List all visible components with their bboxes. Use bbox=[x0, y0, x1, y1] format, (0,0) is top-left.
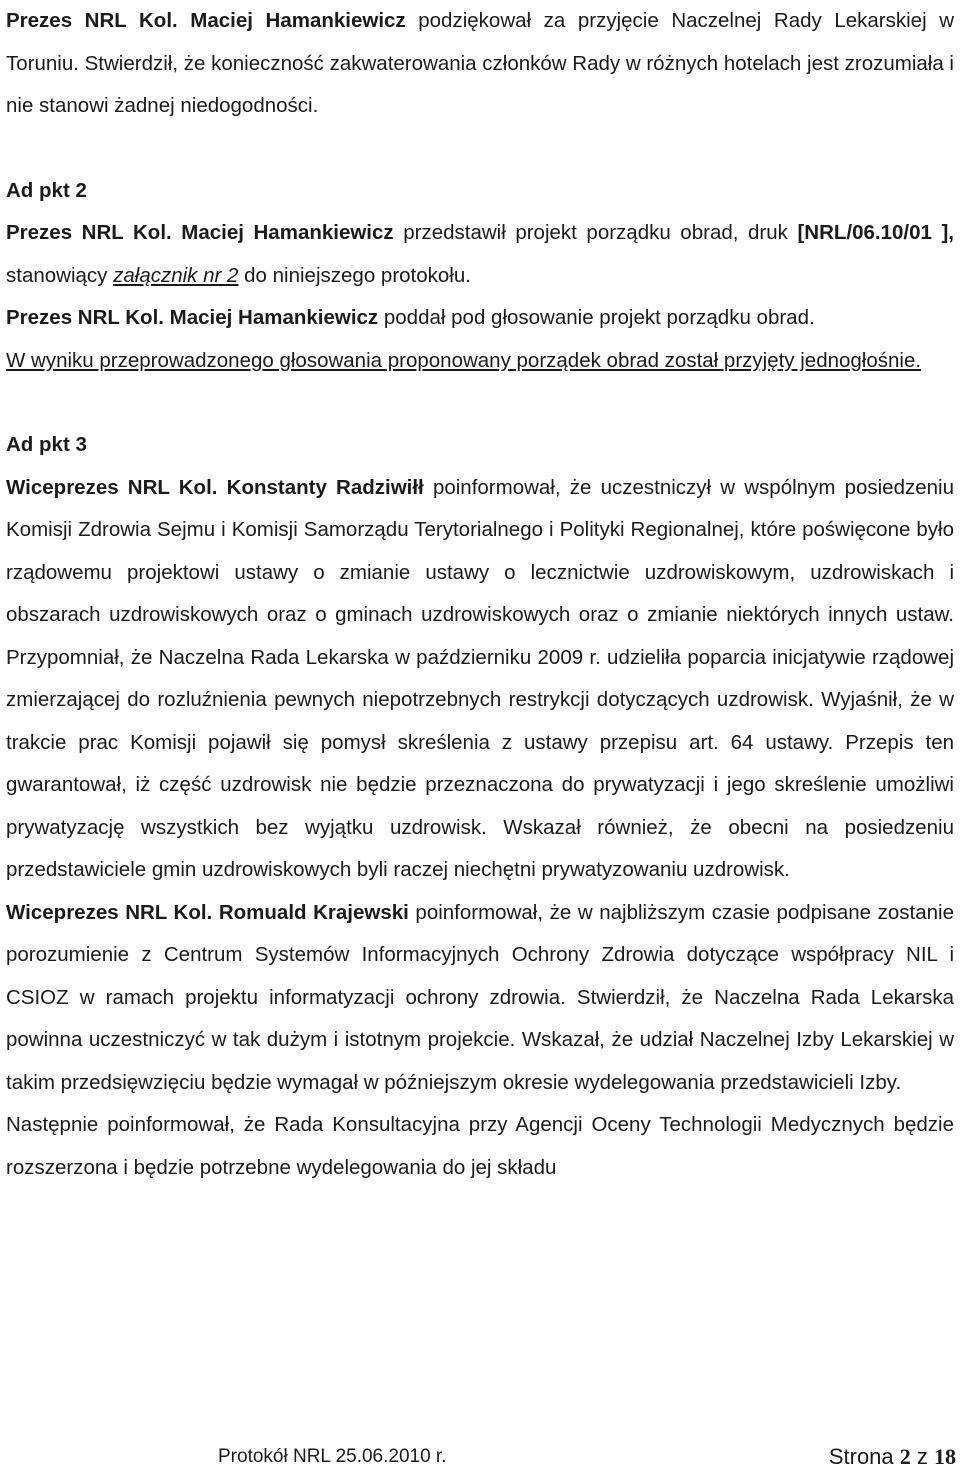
speaker-name: Wiceprezes NRL Kol. Konstanty Radziwiłł bbox=[6, 475, 424, 499]
footer-page-number: Strona 2 z 18 bbox=[828, 1444, 956, 1469]
paragraph-rada-konsultacyjna: Następnie poinformował, że Rada Konsultacyjna przy Agencji Oceny Technologii Medycznych będzie rozszerzona i będzie potrzebne wydelegowania do jej składu bbox=[6, 1113, 954, 1179]
speaker-name: Prezes NRL Kol. Maciej Hamankiewicz bbox=[6, 9, 406, 32]
paragraph-krajewski: Wiceprezes NRL Kol. Romuald Krajewski poinformował, że w najbliższym czasie podpisane zostanie porozumienie z Centrum Systemów Informacyjnych Ochrony Zdrowia dotyczące współpracy NIL i CSIOZ w ramach projektu informatyzacji ochrony zdrowia. Stwierdził, że Naczelna Rada Lekarska powinna uczestniczyć w tak dużym i istotnym projekcie. Wskazał, że udział Naczelnej Izby Lekarskiej w takim przedsięwzięciu będzie wymagał w późniejszym okresie wydelegowania przedstawicieli Izby. bbox=[6, 900, 954, 1094]
current-page: 2 bbox=[899, 1444, 911, 1469]
document-reference: [NRL/06.10/01 ], bbox=[797, 221, 954, 244]
paragraph-vote-result: W wyniku przeprowadzonego głosowania proponowany porządek obrad został przyjęty jednogłośnie. bbox=[6, 348, 922, 372]
footer-protocol-label: Protokół NRL 25.06.2010 r. bbox=[218, 1446, 447, 1467]
paragraph-vote: Prezes NRL Kol. Maciej Hamankiewicz poddał pod głosowanie projekt porządku obrad. bbox=[6, 306, 815, 329]
speaker-name: Prezes NRL Kol. Maciej Hamankiewicz bbox=[6, 306, 379, 329]
paragraph-radziwill: Wiceprezes NRL Kol. Konstanty Radziwiłł poinformował, że uczestniczył w wspólnym posiedzeniu Komisji Zdrowia Sejmu i Komisji Samorządu Terytorialnego i Polityki Regionalnej, które poświęcone było rządowemu projektowi ustawy o zmianie ustawy o lecznictwie uzdrowiskowym, uzdrowiskach i obszarach uzdrowiskowych oraz o gminach uzdrowiskowych oraz o zmianie niektórych innych ustaw. Przypomniał, że Naczelna Rada Lekarska w październiku 2009 r. udzieliła poparcia inicjatywie rządowej zmierzającej do rozluźnienia pewnych niepotrzebnych restrykcji dotyczących uzdrowisk. Wyjaśnił, że w trakcie prac Komisji pojawił się pomysł skreślenia z ustawy przepisu art. 64 ustawy. Przepis ten gwarantował, iż część uzdrowisk nie będzie przeznaczona do prywatyzacji i jego skreślenie umożliwi prywatyzację wszystkich bez wyjątku uzdrowisk. Wskazał również, że obecni na posiedzeniu przedstawiciele gmin uzdrowiskowych byli raczej niechętni prywatyzowaniu uzdrowisk. bbox=[6, 475, 954, 881]
speaker-name: Prezes NRL Kol. Maciej Hamankiewicz bbox=[6, 221, 394, 244]
attachment-link: załącznik nr 2 bbox=[113, 263, 239, 287]
total-pages: 18 bbox=[934, 1444, 956, 1469]
paragraph-agenda: Prezes NRL Kol. Maciej Hamankiewicz przedstawił projekt porządku obrad, druk [NRL/06.10/01 ], stanowiący załącznik nr 2 do niniejszego protokołu. bbox=[6, 221, 954, 287]
paragraph-thanks bbox=[6, 0, 954, 128]
section-heading-pkt2: Ad pkt 2 bbox=[6, 178, 87, 202]
section-heading-pkt3: Ad pkt 3 bbox=[6, 433, 87, 456]
document-page bbox=[6, 0, 954, 1189]
speaker-name: Wiceprezes NRL Kol. Romuald Krajewski bbox=[6, 900, 409, 924]
spacer bbox=[6, 382, 954, 424]
page-footer bbox=[218, 1444, 956, 1474]
spacer bbox=[6, 128, 954, 170]
paragraph-text: podziękował za przyjęcie Naczelnej Rady Lekarskiej w Toruniu. Stwierdził, że konieczność zakwaterowania członków Rady w różnych hotelach jest zrozumiała i nie stanowi żadnej niedogodności. bbox=[6, 9, 955, 117]
